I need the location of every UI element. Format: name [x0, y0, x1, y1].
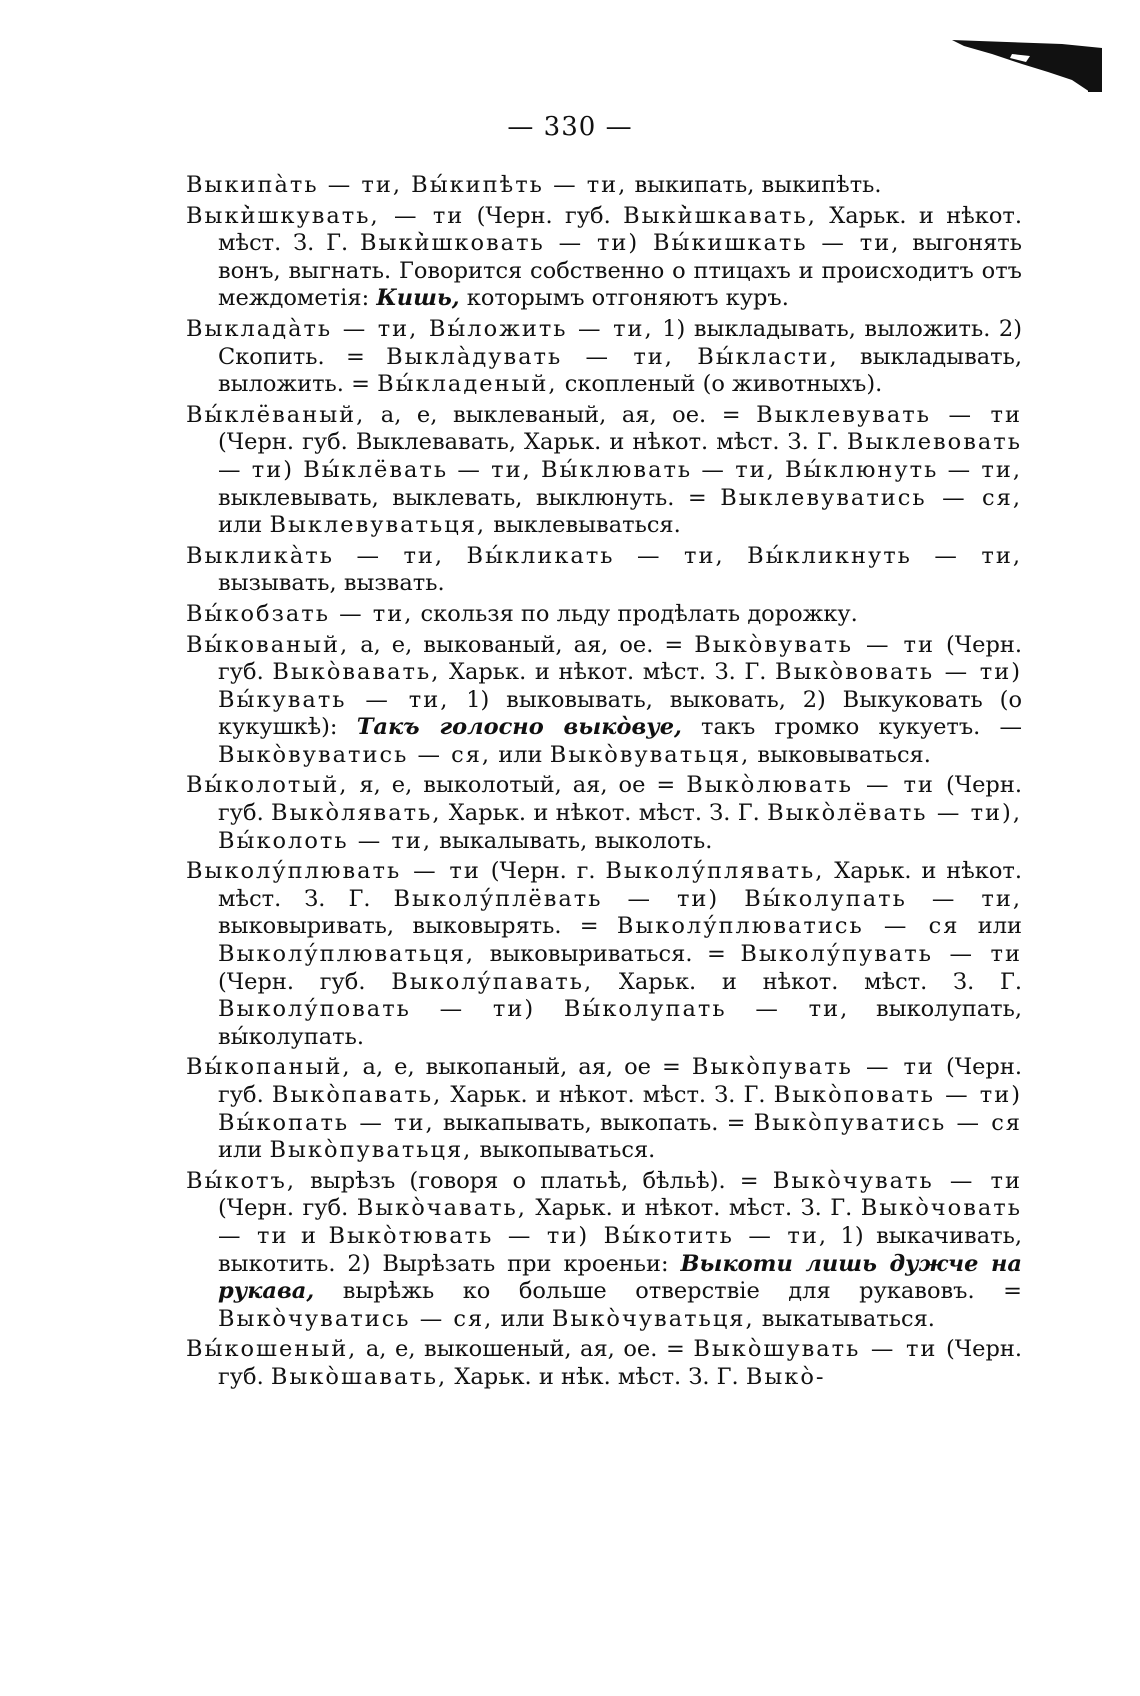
- definition-text: или: [959, 913, 1022, 940]
- headword: Выколу́плюватись — ся: [616, 913, 960, 940]
- definition-text: выковыривать, выковырять. =: [218, 913, 617, 940]
- dictionary-entry: [186, 402, 1022, 540]
- example-phrase: Такъ голосно выко̀вуе,: [356, 714, 682, 741]
- headword: Вы́клёваный,: [186, 401, 366, 428]
- headword: Выко̀вуватьця,: [549, 741, 751, 768]
- definition-text: такъ громко кукуетъ. —: [681, 714, 1022, 741]
- headword: Выко̀вовать — ти) Вы́кувать — ти,: [218, 659, 1022, 713]
- headword: Вы́кладеный,: [377, 371, 558, 398]
- headword: Вы́копаный,: [186, 1054, 352, 1081]
- dictionary-entry: [186, 203, 1022, 313]
- headword: Выклада̀ть — ти, Вы́ложить — ти,: [186, 315, 654, 342]
- definition-text: Харьк. и нѣкот. мѣст. З. Г.: [526, 1195, 861, 1222]
- page-number: — 330 —: [507, 112, 633, 142]
- definition-text: выклевываться.: [486, 512, 681, 539]
- headword: Выколу́плявать,: [605, 858, 825, 885]
- definition-text: я, е, выколотый, ая, ое =: [348, 772, 687, 799]
- definition-text: Харьк. и нѣкот. мѣст. З. Г.: [440, 659, 776, 686]
- dictionary-entry: [186, 772, 1022, 855]
- dictionary-entry: [186, 172, 1022, 200]
- headword: Выко̀-: [745, 1363, 826, 1390]
- definition-text: выкладывать, выложить. =: [218, 343, 1022, 398]
- definition-text: 1) выковывать, выковать, 2) Выкуковать (о кукушкѣ):: [218, 686, 1022, 741]
- headword: Выклевуватьця,: [269, 512, 487, 539]
- headword: Выко̀чувать — ти: [772, 1167, 1022, 1194]
- headword: Вы́кошеный,: [186, 1336, 358, 1363]
- dictionary-entry: [186, 543, 1022, 598]
- headword: Выклевувать — ти: [756, 401, 1023, 428]
- definition-text: (Черн. губ.: [218, 631, 1022, 686]
- headword: Выко̀лёвать — ти), Вы́колоть — ти,: [218, 800, 1022, 854]
- dictionary-entry: [186, 1054, 1022, 1164]
- definition-text: а, е, выкованый, ая, ое. =: [349, 631, 695, 658]
- headword: Выколу́павать,: [391, 968, 594, 995]
- headword: Выколу́плюватьця,: [218, 941, 476, 968]
- definition-text: Харьк. и нѣк. мѣст. З. Г.: [447, 1363, 746, 1390]
- definition-text: а, е, выкошеный, ая, ое. =: [357, 1336, 694, 1363]
- headword: Выко̀павать,: [271, 1082, 443, 1108]
- definition-text: 1) выкладывать, выложить. 2) Скопить. =: [218, 315, 1022, 370]
- definition-text: (Черн. г.: [480, 858, 606, 885]
- definition-text: или: [218, 1137, 270, 1164]
- definition-text: выклевывать, выклевать, выклюнуть. =: [218, 484, 721, 511]
- definition-text: выкипать, выкипѣть.: [627, 172, 882, 198]
- definition-text: выкопываться.: [472, 1137, 656, 1164]
- headword: Вы́колотый,: [186, 772, 349, 799]
- headword: Выко̀лювать — ти: [686, 772, 935, 799]
- dictionary-entry: [186, 632, 1022, 770]
- definition-text: 1) выкачивать, выкотить. 2) Вырѣзать при кроеньи:: [218, 1222, 1022, 1277]
- headword: Выколу́плювать — ти: [186, 858, 481, 885]
- headword: Выко̀шувать — ти: [693, 1336, 938, 1363]
- definition-text: Харьк. и нѣкот. мѣст. З. Г.: [218, 858, 1022, 912]
- headword: Выко̀вуватись — ся,: [218, 741, 492, 768]
- definition-text: выкалывать, выколоть.: [432, 827, 713, 854]
- definition-text: и: [288, 1222, 329, 1249]
- headword: Выклевуватись — ся,: [720, 484, 1022, 511]
- definition-text: (Черн. губ.: [218, 1195, 357, 1222]
- headword: Выки̇̀шкавать,: [623, 202, 817, 229]
- dictionary-body: [186, 172, 1022, 1395]
- definition-text: выколупать, вы́колупать.: [218, 996, 1022, 1050]
- definition-text: Харьк. и нѣкот. мѣст. З. Г.: [593, 968, 1022, 995]
- headword: Выко̀пуватись — ся: [753, 1109, 1022, 1136]
- headword: Выко̀пувать — ти: [691, 1054, 935, 1081]
- example-phrase: Выкоти лишь дужче на рукава,: [218, 1250, 1022, 1305]
- definition-text: вырѣжь ко больше отверствіе для рукавовъ. =: [314, 1278, 1022, 1305]
- definition-text: (Черн. губ.: [218, 1054, 1022, 1108]
- headword: Выколу́плёвать — ти) Вы́колупать — ти,: [393, 885, 1022, 912]
- headword: Выко̀чуватись — ся,: [218, 1305, 494, 1332]
- dictionary-entry: [186, 316, 1022, 399]
- dictionary-entry: [186, 858, 1022, 1051]
- definition-text: выковыриваться. =: [475, 941, 741, 968]
- definition-text: Харьк. и нѣкот. мѣст. З. Г.: [218, 202, 1022, 257]
- definition-text: Харьк. и нѣкот. мѣст. З. Г.: [441, 800, 768, 827]
- headword: Выки̇̀шкувать, — ти: [186, 202, 465, 229]
- definition-text: (Черн. губ.: [218, 772, 1022, 827]
- definition-text: (Черн. губ.: [218, 1336, 1022, 1390]
- headword: Выко̀лявать,: [271, 800, 442, 827]
- definition-text: выкапывать, выкопать. =: [434, 1109, 754, 1136]
- headword: Выко̀тювать — ти) Вы́котить — ти,: [328, 1222, 828, 1249]
- headword: Выкипа̀ть — ти, Вы́кипѣть — ти,: [186, 172, 628, 198]
- definition-text: а, е, выклеваный, ая, ое. =: [365, 401, 757, 428]
- headword: Выклевовать — ти) Вы́клёвать — ти, Вы́клювать — ти, Вы́клюнуть — ти,: [218, 429, 1022, 483]
- headword: Выколу́повать — ти) Вы́колупать — ти,: [218, 996, 850, 1023]
- definition-text: выгонять вонъ, выгнать. Говорится собственно о птицахъ и происходитъ отъ междометія:: [218, 230, 1022, 312]
- headword: Выко̀вувать — ти: [694, 631, 935, 658]
- definition-text: скользя по льду продѣлать дорожку.: [413, 600, 858, 627]
- definition-text: (Черн. губ.: [464, 202, 624, 229]
- headword: Выкла̀дувать — ти, Вы́класти,: [386, 343, 839, 370]
- dictionary-entry: [186, 1168, 1022, 1334]
- definition-text: вызывать, вызвать.: [218, 570, 445, 597]
- headword: Выко̀човать — ти: [218, 1195, 1022, 1249]
- headword: Выклика̀ть — ти, Вы́кликать — ти, Вы́кликнуть — ти,: [186, 542, 1022, 569]
- headword: Выко̀вавать,: [272, 659, 441, 686]
- headword: Выко̀повать — ти) Вы́копать — ти,: [218, 1082, 1023, 1136]
- dictionary-entry: [186, 601, 1022, 629]
- headword: Выки̇̀шковать — ти) Вы́кишкать — ти,: [359, 230, 901, 257]
- example-phrase: Кишь,: [376, 285, 460, 312]
- headword: Выко̀шавать,: [270, 1363, 448, 1390]
- headword: Вы́котъ,: [186, 1167, 296, 1194]
- definition-text: или: [491, 741, 550, 768]
- definition-text: или: [493, 1305, 552, 1332]
- definition-text: выкатываться.: [754, 1305, 935, 1332]
- headword: Выко̀чуватьця,: [551, 1305, 755, 1332]
- headword: Вы́кобзать — ти,: [186, 600, 414, 627]
- definition-text: или: [218, 512, 270, 539]
- definition-text: выковываться.: [750, 741, 931, 768]
- headword: Выколу́пувать — ти: [740, 941, 1022, 968]
- definition-text: (Черн. губ.: [218, 968, 392, 995]
- definition-text: а, е, выкопаный, ая, ое =: [351, 1054, 692, 1081]
- definition-text: Харьк. и нѣкот. мѣст. З. Г.: [442, 1082, 774, 1108]
- headword: Выко̀чавать,: [356, 1195, 527, 1222]
- headword: Выко̀пуватьця,: [269, 1137, 473, 1164]
- definition-text: вырѣзъ (говоря о платьѣ, бѣльѣ). =: [295, 1167, 773, 1194]
- dictionary-entry: [186, 1336, 1022, 1391]
- definition-text: которымъ отгоняютъ куръ.: [459, 285, 789, 312]
- definition-text: (Черн. губ. Выклевавать, Харьк. и нѣкот. мѣст. З. Г.: [218, 429, 847, 456]
- definition-text: скопленый (о животныхъ).: [557, 371, 883, 398]
- scan-mark-decoration: [952, 34, 1102, 94]
- headword: Вы́кованый,: [186, 631, 350, 658]
